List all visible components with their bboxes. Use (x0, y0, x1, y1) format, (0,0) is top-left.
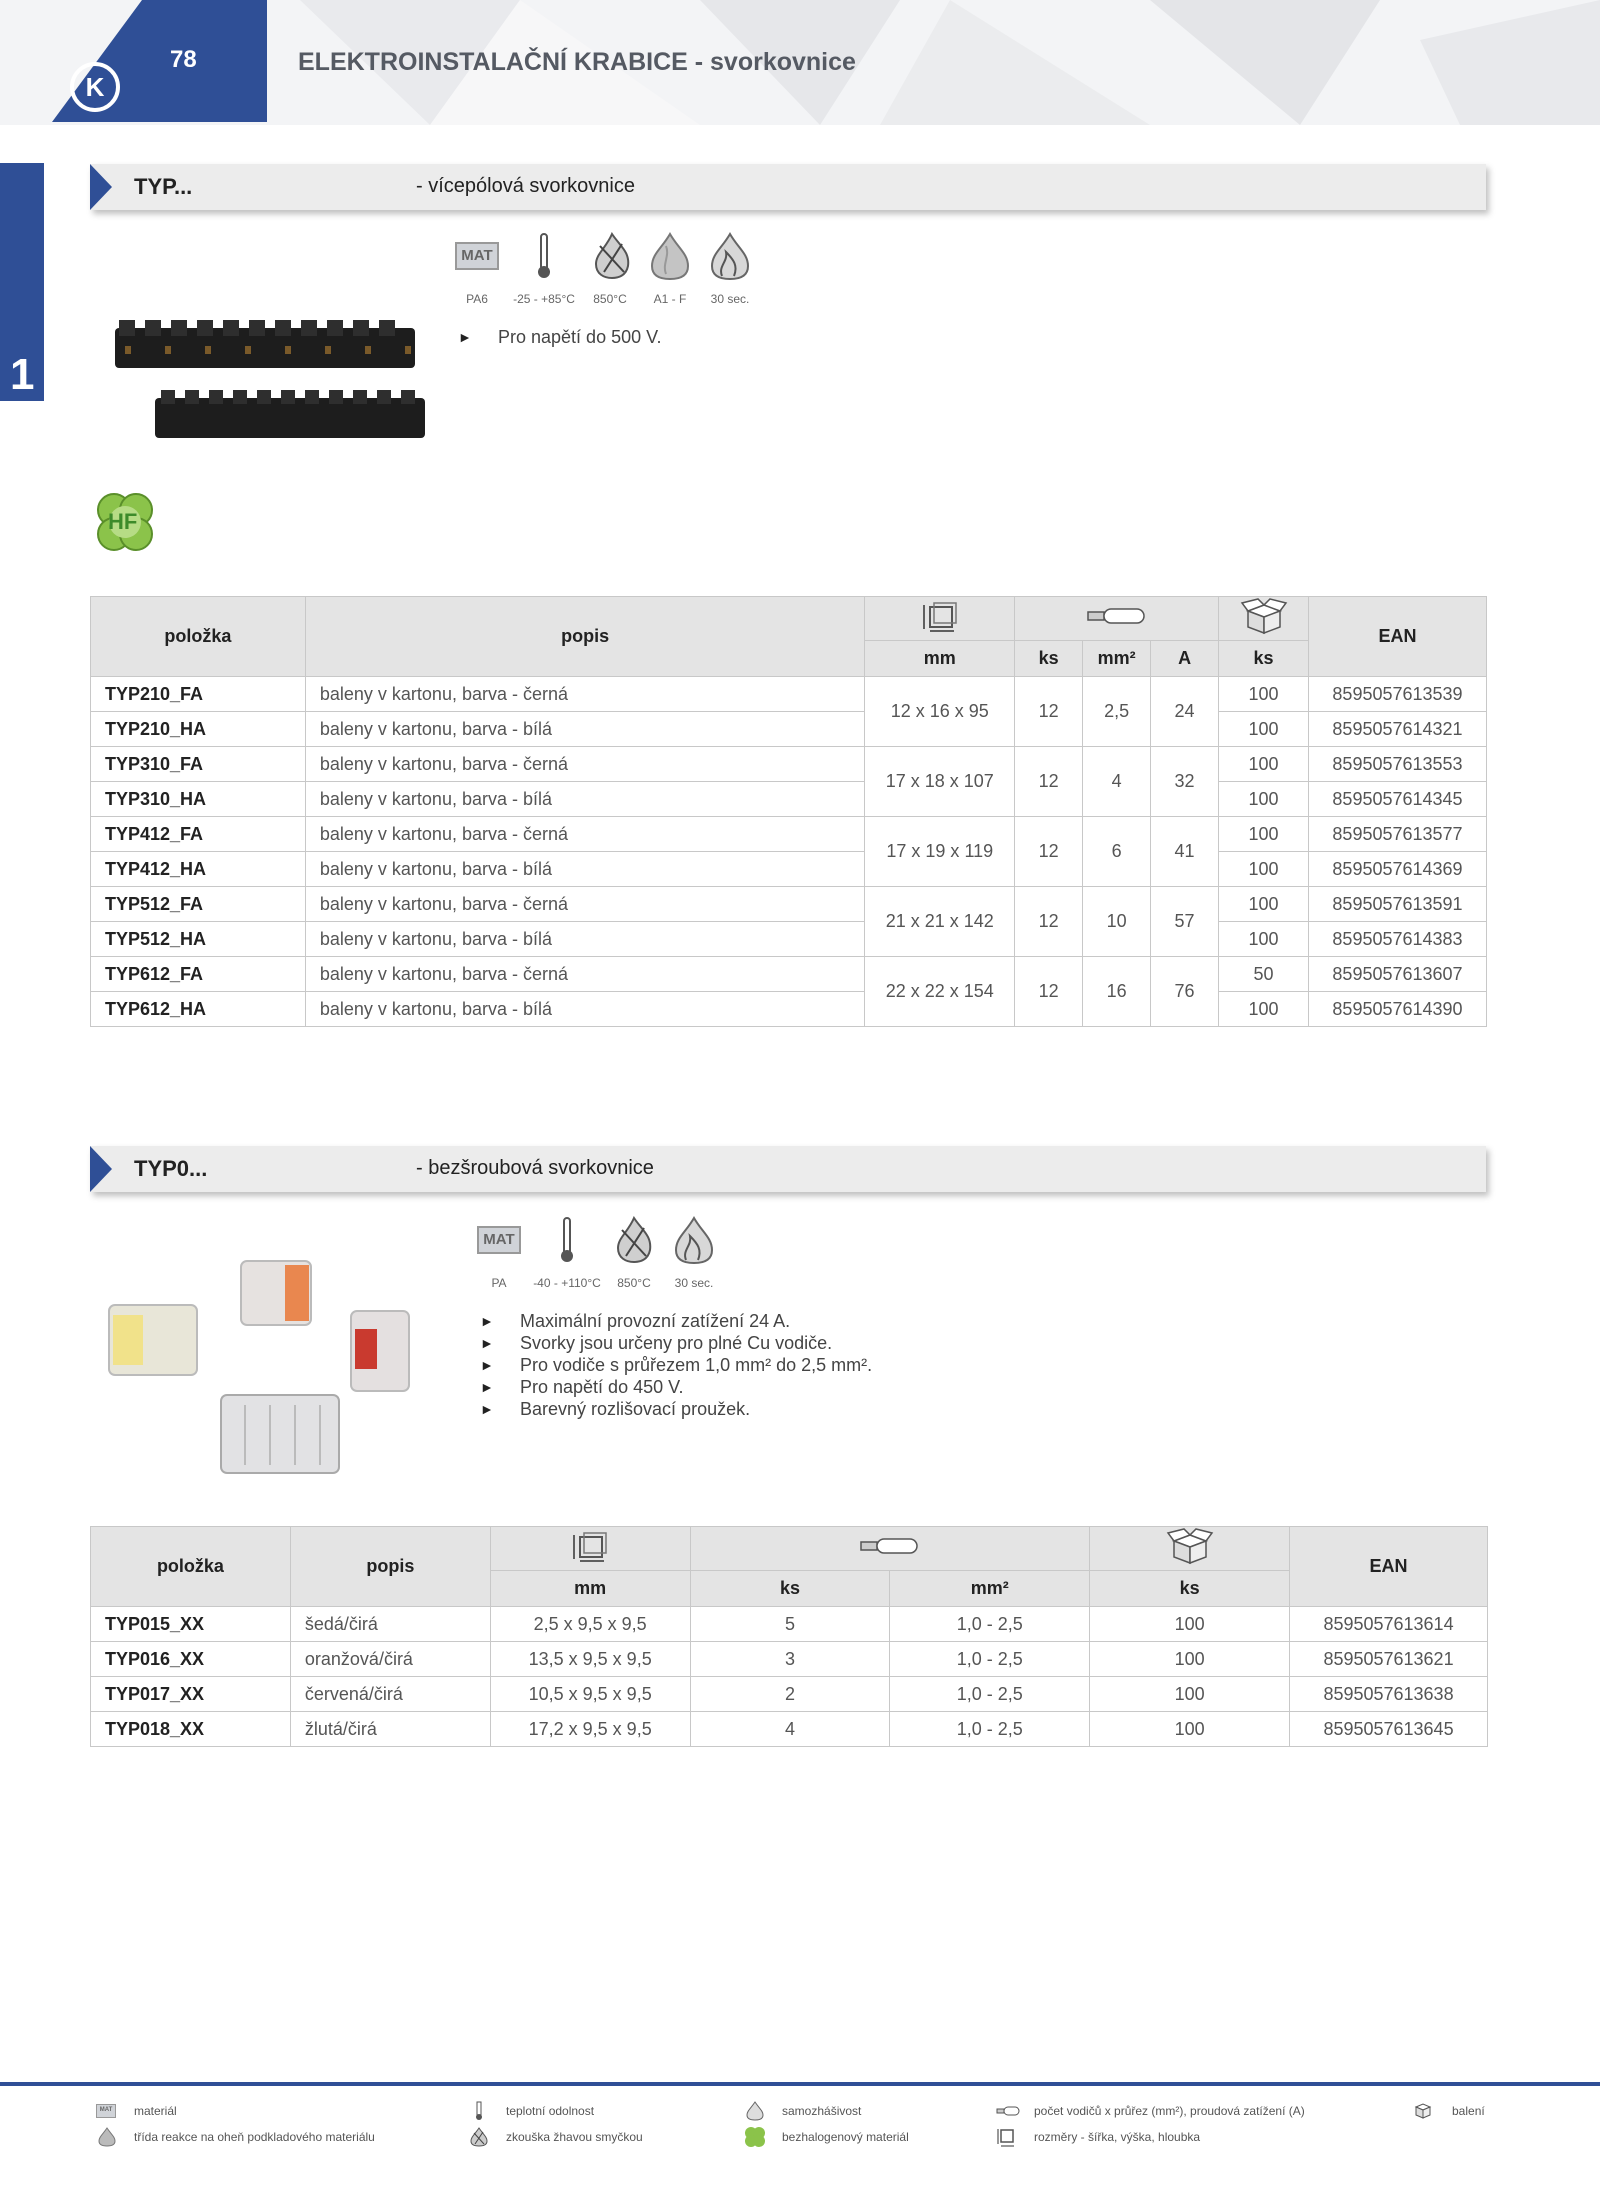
icon-label-fire-class: A1 - F (653, 292, 687, 306)
row-desc: baleny v kartonu, barva - černá (305, 677, 864, 712)
row-mm2: 1,0 - 2,5 (890, 1607, 1090, 1642)
row-pack: 100 (1219, 782, 1309, 817)
material-icon: MAT (477, 1226, 521, 1254)
row-desc: baleny v kartonu, barva - bílá (305, 712, 864, 747)
row-ean: 8595057613645 (1290, 1712, 1488, 1747)
packing-icon-cell (1090, 1527, 1290, 1571)
col-header-ks: ks (690, 1571, 890, 1607)
row-mm2: 1,0 - 2,5 (890, 1642, 1090, 1677)
table-row (91, 922, 1487, 957)
row-dims: 17 x 19 x 119 (865, 817, 1015, 887)
dimensions-icon (920, 599, 960, 633)
self-extinguish-icon (708, 232, 752, 280)
section1-description: - vícepólová svorkovnice (416, 175, 635, 197)
icon-label-temperature: -40 - +110°C (533, 1276, 601, 1290)
table-row (91, 1677, 1488, 1712)
row-item: TYP612_FA (91, 957, 306, 992)
col-header-ks: ks (1015, 641, 1083, 677)
packing-box-icon (1240, 597, 1288, 635)
row-amp: 57 (1151, 887, 1219, 957)
row-ks: 12 (1015, 817, 1083, 887)
row-dims: 12 x 16 x 95 (865, 677, 1015, 747)
col-header-amp: A (1151, 641, 1219, 677)
row-desc: baleny v kartonu, barva - černá (305, 817, 864, 852)
row-ks: 12 (1015, 677, 1083, 747)
row-dims: 22 x 22 x 154 (865, 957, 1015, 1027)
col-header-dims: mm (865, 641, 1015, 677)
row-desc: baleny v kartonu, barva - černá (305, 747, 864, 782)
legend-halogen-free: bezhalogenový materiál (782, 2130, 909, 2144)
row-pack: 100 (1219, 887, 1309, 922)
col-header-ean: EAN (1290, 1527, 1488, 1607)
bullet-item: ► Pro napětí do 500 V. (458, 326, 661, 348)
row-pack: 100 (1219, 712, 1309, 747)
row-pack: 100 (1090, 1712, 1290, 1747)
row-mm2: 6 (1083, 817, 1151, 887)
row-pack: 100 (1090, 1677, 1290, 1712)
row-mm2: 10 (1083, 887, 1151, 957)
row-desc: baleny v kartonu, barva - bílá (305, 992, 864, 1027)
row-dims: 21 x 21 x 142 (865, 887, 1015, 957)
dimensions-icon (570, 1529, 610, 1563)
flame-drop-icon (648, 232, 692, 280)
row-item: TYP310_HA (91, 782, 306, 817)
row-item: TYP412_FA (91, 817, 306, 852)
row-mm2: 2,5 (1083, 677, 1151, 747)
col-header-desc: popis (305, 597, 864, 677)
legend-glow-wire: zkouška žhavou smyčkou (506, 2130, 643, 2144)
row-amp: 32 (1151, 747, 1219, 817)
row-ean: 8595057613577 (1308, 817, 1486, 852)
row-item: TYP016_XX (91, 1642, 291, 1677)
row-item: TYP310_FA (91, 747, 306, 782)
icon-label-material: PA6 (466, 292, 488, 306)
row-item: TYP015_XX (91, 1607, 291, 1642)
row-ean: 8595057614345 (1308, 782, 1486, 817)
row-pack: 100 (1219, 817, 1309, 852)
conductor-icon-cell (690, 1527, 1090, 1571)
row-desc: baleny v kartonu, barva - černá (305, 957, 864, 992)
icon-label-material: PA (491, 1276, 507, 1290)
row-pack: 100 (1219, 922, 1309, 957)
row-item: TYP612_HA (91, 992, 306, 1027)
row-ean: 8595057613614 (1290, 1607, 1488, 1642)
legend-conductor-icon (996, 2106, 1020, 2116)
row-ean: 8595057613638 (1290, 1677, 1488, 1712)
row-mm2: 16 (1083, 957, 1151, 1027)
row-amp: 76 (1151, 957, 1219, 1027)
row-item: TYP017_XX (91, 1677, 291, 1712)
legend-fire-class-icon (98, 2127, 116, 2147)
row-ean: 8595057614321 (1308, 712, 1486, 747)
row-ks: 5 (690, 1607, 890, 1642)
col-header-mm2: mm² (1083, 641, 1151, 677)
legend-temperature: teplotní odolnost (506, 2104, 595, 2118)
row-item: TYP512_FA (91, 887, 306, 922)
row-item: TYP512_HA (91, 922, 306, 957)
table-row (91, 992, 1487, 1027)
bullet-item: ► Pro napětí do 450 V. (480, 1376, 872, 1398)
legend-self-extinguish-icon (746, 2101, 764, 2121)
col-header-pack: ks (1219, 641, 1309, 677)
section1-title-bar (90, 164, 1486, 210)
dimensions-icon-cell (865, 597, 1015, 641)
row-ks: 2 (690, 1677, 890, 1712)
row-pack: 100 (1090, 1642, 1290, 1677)
row-pack: 100 (1219, 747, 1309, 782)
row-amp: 41 (1151, 817, 1219, 887)
row-pack: 100 (1219, 677, 1309, 712)
legend-self-extinguish: samozhášivost (782, 2104, 862, 2118)
row-pack: 100 (1219, 992, 1309, 1027)
col-header-dims: mm (490, 1571, 690, 1607)
table-row (91, 1607, 1488, 1642)
legend-material-icon: MAT (96, 2104, 116, 2118)
icon-label-temperature: -25 - +85°C (513, 292, 575, 306)
row-ks: 12 (1015, 747, 1083, 817)
row-desc: baleny v kartonu, barva - bílá (305, 782, 864, 817)
screwless-connector-image (105, 1255, 425, 1475)
row-item: TYP210_FA (91, 677, 306, 712)
col-header-item: položka (91, 1527, 291, 1607)
material-icon: MAT (455, 242, 499, 270)
chapter-number: 1 (10, 350, 35, 399)
row-desc: baleny v kartonu, barva - bílá (305, 852, 864, 887)
table-row (91, 817, 1487, 852)
section2-bullets (480, 1310, 872, 1420)
col-header-ean: EAN (1308, 597, 1486, 677)
table-row (91, 852, 1487, 887)
row-ean: 8595057613539 (1308, 677, 1486, 712)
row-ks: 4 (690, 1712, 890, 1747)
icon-label-self-extinguish: 30 sec. (710, 292, 750, 306)
legend-packing-icon (1412, 2100, 1434, 2120)
row-mm2: 4 (1083, 747, 1151, 817)
row-ean: 8595057614383 (1308, 922, 1486, 957)
bullet-item: ► Svorky jsou určeny pro plné Cu vodiče. (480, 1332, 872, 1354)
row-ean: 8595057613553 (1308, 747, 1486, 782)
self-extinguish-icon (672, 1216, 716, 1264)
row-pack: 100 (1219, 852, 1309, 887)
row-amp: 24 (1151, 677, 1219, 747)
row-pack: 50 (1219, 957, 1309, 992)
bullet-item: ► Maximální provozní zatížení 24 A. (480, 1310, 872, 1332)
row-item: TYP210_HA (91, 712, 306, 747)
col-header-desc: popis (290, 1527, 490, 1607)
legend-glow-wire-icon (470, 2127, 488, 2147)
thermometer-icon (558, 1216, 576, 1264)
halogen-free-label: HF (108, 509, 138, 534)
conductor-icon-cell (1015, 597, 1219, 641)
legend-material: materiál (134, 2104, 177, 2118)
row-desc: šedá/čirá (290, 1607, 490, 1642)
col-header-mm2: mm² (890, 1571, 1090, 1607)
page-number: 78 (170, 46, 197, 73)
row-dims: 10,5 x 9,5 x 9,5 (490, 1677, 690, 1712)
legend-temperature-icon (474, 2101, 484, 2121)
table-row (91, 957, 1487, 992)
row-ean: 8595057613621 (1290, 1642, 1488, 1677)
glow-wire-icon (590, 232, 634, 280)
terminal-strip-image (105, 310, 425, 470)
row-ks: 12 (1015, 887, 1083, 957)
row-dims: 2,5 x 9,5 x 9,5 (490, 1607, 690, 1642)
section1-bullets (458, 326, 661, 348)
section1-code: TYP... (134, 174, 193, 199)
legend-dimensions: rozměry - šířka, výška, hloubka (1034, 2130, 1201, 2144)
row-item: TYP412_HA (91, 852, 306, 887)
icon-label-glow-wire: 850°C (593, 292, 627, 306)
table-row (91, 1642, 1488, 1677)
table-row (91, 747, 1487, 782)
bullet-item: ► Barevný rozlišovací proužek. (480, 1398, 872, 1420)
icon-label-glow-wire: 850°C (617, 1276, 651, 1290)
table-row (91, 677, 1487, 712)
row-dims: 17 x 18 x 107 (865, 747, 1015, 817)
icon-label-self-extinguish: 30 sec. (674, 1276, 714, 1290)
table-row (91, 782, 1487, 817)
row-desc: červená/čirá (290, 1677, 490, 1712)
logo-letter: K (85, 72, 105, 102)
col-header-pack: ks (1090, 1571, 1290, 1607)
legend-conductors: počet vodičů x průřez (mm²), proudová zatížení (A) (1034, 2104, 1305, 2118)
legend-dimensions-icon (996, 2126, 1018, 2148)
glow-wire-icon (612, 1216, 656, 1264)
row-ean: 8595057613591 (1308, 887, 1486, 922)
section2-title-bar (90, 1146, 1486, 1192)
row-ean: 8595057614390 (1308, 992, 1486, 1027)
table-row (91, 1712, 1488, 1747)
bullet-item: ► Pro vodiče s průřezem 1,0 mm² do 2,5 mm². (480, 1354, 872, 1376)
row-desc: žlutá/čirá (290, 1712, 490, 1747)
section2-code: TYP0... (134, 1156, 208, 1181)
row-item: TYP018_XX (91, 1712, 291, 1747)
conductor-icon (859, 1536, 921, 1556)
table-row (91, 887, 1487, 922)
packing-icon-cell (1219, 597, 1309, 641)
section2-description: - bezšroubová svorkovnice (416, 1157, 654, 1179)
legend-halogen-free-icon (744, 2126, 766, 2148)
dimensions-icon-cell (490, 1527, 690, 1571)
table-row (91, 712, 1487, 747)
row-ks: 12 (1015, 957, 1083, 1027)
page-title: ELEKTROINSTALAČNÍ KRABICE - svorkovnice (298, 48, 856, 76)
row-pack: 100 (1090, 1607, 1290, 1642)
legend-fire-class: třída reakce na oheň podkladového materiálu (134, 2130, 375, 2144)
row-desc: baleny v kartonu, barva - černá (305, 887, 864, 922)
row-desc: baleny v kartonu, barva - bílá (305, 922, 864, 957)
legend-packing: balení (1452, 2104, 1485, 2118)
row-ean: 8595057614369 (1308, 852, 1486, 887)
product-table-screwless (90, 1526, 1488, 1747)
row-dims: 17,2 x 9,5 x 9,5 (490, 1712, 690, 1747)
row-dims: 13,5 x 9,5 x 9,5 (490, 1642, 690, 1677)
row-mm2: 1,0 - 2,5 (890, 1677, 1090, 1712)
col-header-item: položka (91, 597, 306, 677)
thermometer-icon (535, 232, 553, 280)
row-mm2: 1,0 - 2,5 (890, 1712, 1090, 1747)
packing-box-icon (1166, 1527, 1214, 1565)
conductor-icon (1086, 606, 1148, 626)
footer-divider (0, 2082, 1600, 2086)
row-desc: oranžová/čirá (290, 1642, 490, 1677)
row-ean: 8595057613607 (1308, 957, 1486, 992)
row-ks: 3 (690, 1642, 890, 1677)
product-table-multipole (90, 596, 1487, 1027)
